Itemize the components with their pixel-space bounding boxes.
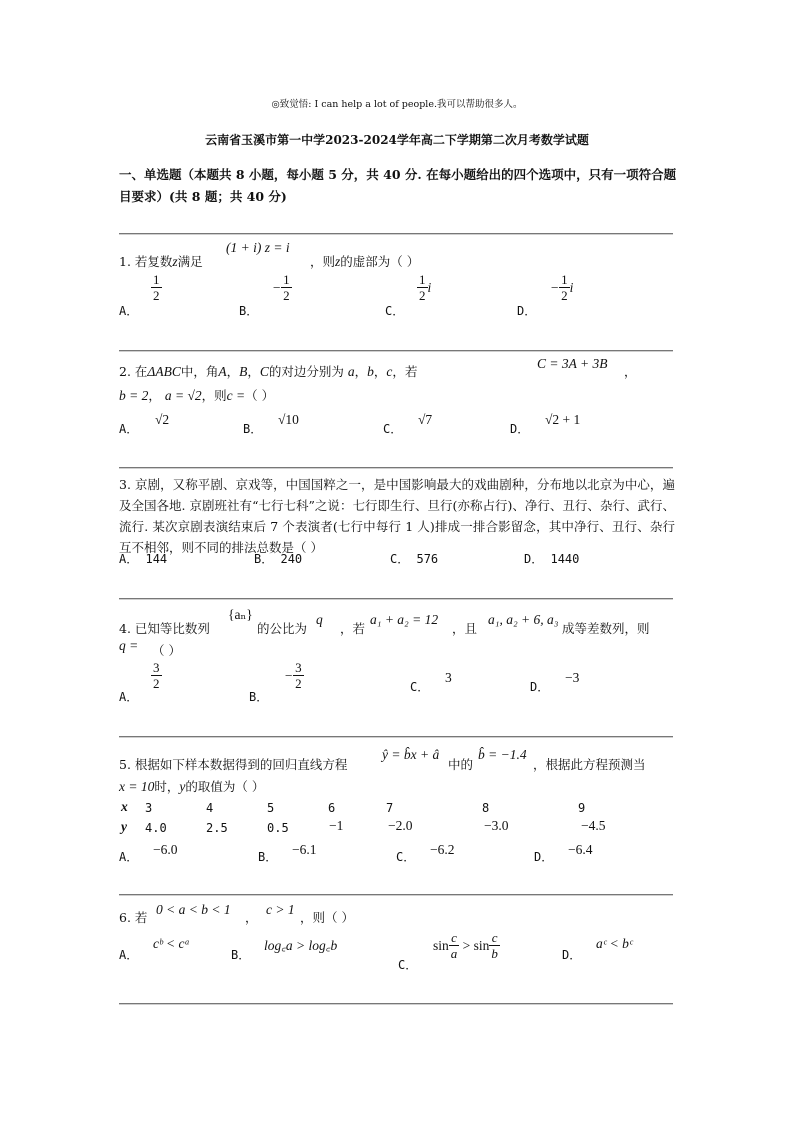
question-4-option-a-label: A． (119, 690, 139, 704)
question-5-option-b-label: B． (258, 850, 278, 864)
question-3-option-d: D． 1440 (524, 552, 580, 566)
question-4-stem-5: 成等差数列，则 (562, 621, 650, 636)
question-1-option-d-label: D． (517, 304, 537, 318)
question-6-option-d-label: D． (562, 948, 582, 962)
question-3-stem: 3. 京剧，又称平剧、京戏等，中国国粹之一，是中国影响最大的戏曲剧种，分布地以北京为中心，遍及全国各地. 京剧班社有“七行七科”之说：七行即生行、旦行(亦称占行)、净行、丑行、杂行、武行、流行. 某次京剧表演结束后 7 个表演者(七行中每行 1 人)排成一排合影留念，其中净行、丑行、杂行互不相邻，则不同的排法总数是（ ） (119, 477, 675, 555)
motto: ◎致觉悟: I can help a lot of people.我可以帮助很多人。 (271, 99, 523, 110)
table-y-cell: 2.5 (206, 821, 228, 835)
question-1-option-a-label: A． (119, 304, 139, 318)
page-title: 云南省玉溪市第一中学2023-2024学年高二下学期第二次月考数学试题 (205, 133, 589, 147)
question-2-stem: 2. 在ΔABC中，角A，B，C的对边分别为 a，b，c，若 (119, 364, 418, 379)
divider (119, 1003, 673, 1005)
question-2-option-d-label: D． (510, 422, 530, 436)
question-4-condition-2: a₁, a₂ + 6, a₃ (488, 612, 559, 627)
table-x-cell: 4 (206, 801, 214, 815)
question-1-stem: 1. 若复数z满足 (119, 254, 203, 269)
table-y-cell: 0.5 (267, 821, 289, 835)
question-1-option-a-value: $\frac{1}{2}$ (153, 272, 160, 303)
question-2-condition: C = 3A + 3B (537, 356, 608, 371)
table-y-cell: −1 (329, 818, 344, 833)
question-3-option-b: B． 240 (254, 552, 303, 566)
question-4-paren: （ ） (152, 643, 181, 658)
question-6-option-b-label: B． (231, 948, 251, 962)
question-5-option-b-value: −6.1 (292, 842, 317, 857)
question-4-option-c-label: C． (410, 680, 430, 694)
question-1-stem-tail: ，则z的虚部为（ ） (310, 254, 420, 269)
question-6-stem: 6. 若 (119, 910, 148, 925)
question-6-option-a-value: cᵇ < cᵃ (153, 936, 190, 951)
question-5-b-value: b̂ = −1.4 (478, 747, 527, 762)
question-4-option-a-value: $\frac{3}{2}$ (153, 660, 160, 691)
question-4-sequence: {aₙ} (228, 607, 253, 622)
question-5-option-d-label: D． (534, 850, 554, 864)
question-5-stem-line2: x = 10时，y的取值为（ ） (119, 779, 265, 794)
question-5-stem-2: 中的 (448, 757, 474, 772)
question-4-stem-4: ，且 (452, 621, 478, 636)
question-1-option-b-label: B． (239, 304, 259, 318)
divider (119, 894, 673, 896)
table-y-label: y (121, 819, 127, 834)
question-6-condition-1: 0 < a < b < 1 (156, 902, 231, 917)
question-1-option-c-value: $\frac{1}{2}$ i (419, 272, 432, 303)
question-5-option-c-label: C． (396, 850, 416, 864)
question-6-option-c-value: sin $\frac{c}{a}$ > sin $\frac{c}{b}$ (433, 930, 498, 961)
question-6-stem-2: ，则（ ） (300, 910, 354, 925)
question-4-option-b-label: B． (249, 690, 269, 704)
question-1-option-d-value: − $\frac{1}{2}$ i (550, 272, 574, 303)
divider (119, 736, 673, 738)
table-y-cell: 4.0 (145, 821, 167, 835)
question-4-condition-1: a₁ + a₂ = 12 (370, 612, 439, 627)
question-2-option-c-value: √7 (418, 412, 433, 427)
question-4-q: q (316, 612, 323, 627)
divider (119, 467, 673, 469)
question-1-option-b-value: − $\frac{1}{2}$ (272, 272, 290, 303)
divider (119, 233, 673, 235)
question-5-equation: ŷ = b̂x + â (382, 747, 440, 762)
table-x-cell: 3 (145, 801, 153, 815)
table-x-cell: 7 (386, 801, 394, 815)
table-x-label: x (121, 799, 128, 814)
question-5-stem-3: ，根据此方程预测当 (533, 757, 646, 772)
question-2-option-d-value: √2 + 1 (545, 412, 581, 427)
table-x-cell: 9 (578, 801, 586, 815)
question-4-stem-3: ，若 (340, 621, 366, 636)
question-2-option-b-label: B． (243, 422, 263, 436)
divider (119, 350, 673, 352)
question-6-option-b-value: log꜀a > log꜀b (264, 938, 338, 953)
question-6-option-a-label: A． (119, 948, 139, 962)
question-1-condition: (1 + i) z = i (226, 240, 290, 255)
table-x-cell: 8 (482, 801, 490, 815)
question-2-comma: ， (624, 364, 637, 379)
table-x-cell: 6 (328, 801, 336, 815)
question-2-option-b-value: √10 (278, 412, 299, 427)
question-2-stem-line2: b = 2， a = √2，则c =（ ） (119, 388, 275, 403)
table-x-cell: 5 (267, 801, 275, 815)
question-6-condition-2: c > 1 (266, 902, 295, 917)
question-4-stem-2: 的公比为 (257, 621, 308, 636)
question-5-stem: 5. 根据如下样本数据得到的回归直线方程 (119, 757, 348, 772)
question-6-comma: ， (245, 910, 258, 925)
question-5-option-a-label: A． (119, 850, 139, 864)
question-4-option-d-label: D． (530, 680, 550, 694)
question-2-option-c-label: C． (383, 422, 403, 436)
question-6-option-d-value: aᶜ < bᶜ (596, 936, 633, 951)
question-4-option-b-value: − $\frac{3}{2}$ (284, 660, 302, 691)
question-4-option-d-value: −3 (565, 670, 580, 685)
question-3-option-a: A． 144 (119, 552, 168, 566)
question-2-option-a-value: √2 (155, 412, 170, 427)
table-y-cell: −2.0 (388, 818, 413, 833)
question-4-option-c-value: 3 (445, 670, 452, 685)
table-y-cell: −4.5 (581, 818, 606, 833)
question-2-option-a-label: A． (119, 422, 139, 436)
question-1-option-c-label: C． (385, 304, 405, 318)
section-heading: 一、单选题（本题共 8 小题，每小题 5 分，共 40 分. 在每小题给出的四个选项中，只有一项符合题目要求）(共 8 题；共 40 分) (119, 167, 677, 204)
divider (119, 598, 673, 600)
question-4-stem-line2: q = (119, 638, 139, 653)
question-5-option-d-value: −6.4 (568, 842, 593, 857)
table-y-cell: −3.0 (484, 818, 509, 833)
question-3-option-c: C． 576 (390, 552, 439, 566)
question-6-option-c-label: C． (398, 958, 418, 972)
question-5-option-c-value: −6.2 (430, 842, 455, 857)
question-4-stem: 4. 已知等比数列 (119, 621, 210, 636)
question-5-option-a-value: −6.0 (153, 842, 178, 857)
